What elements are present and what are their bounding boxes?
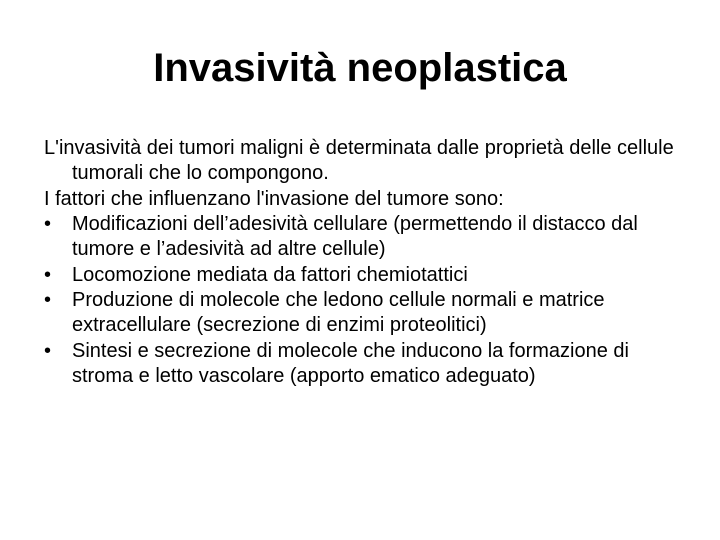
intro-paragraph: L'invasività dei tumori maligni è determinata dalle proprietà delle cellule tumorali che lo compongono. (44, 137, 674, 184)
bullet-item-production (44, 288, 694, 338)
bullet-text: Sintesi e secrezione di molecole che inducono la formazione di stroma e letto vascolare (apporto ematico adeguato) (72, 339, 629, 387)
bullet-text: Produzione di molecole che ledono cellule normali e matrice extracellulare (secrezione di enzimi proteolitici) (72, 289, 605, 336)
bullet-item-locomotion (44, 263, 694, 288)
bullet-icon: • (44, 289, 52, 311)
slide-title: Invasività neoplastica (153, 46, 567, 90)
bullet-icon: • (44, 263, 52, 286)
bullet-icon: • (44, 213, 52, 235)
bullet-text: Modificazioni dell’adesività cellulare (permettendo il distacco dal tumore e l’adesività ad altre cellule) (72, 213, 638, 260)
slide-body (44, 136, 694, 389)
bullet-item-synthesis (44, 339, 694, 389)
bullet-text: Locomozione mediata da fattori chemiotattici (72, 263, 468, 286)
bullet-icon: • (44, 339, 52, 362)
bullet-item-adhesion (44, 212, 694, 262)
factors-lead-paragraph: I fattori che influenzano l'invasione del tumore sono: (44, 187, 504, 210)
